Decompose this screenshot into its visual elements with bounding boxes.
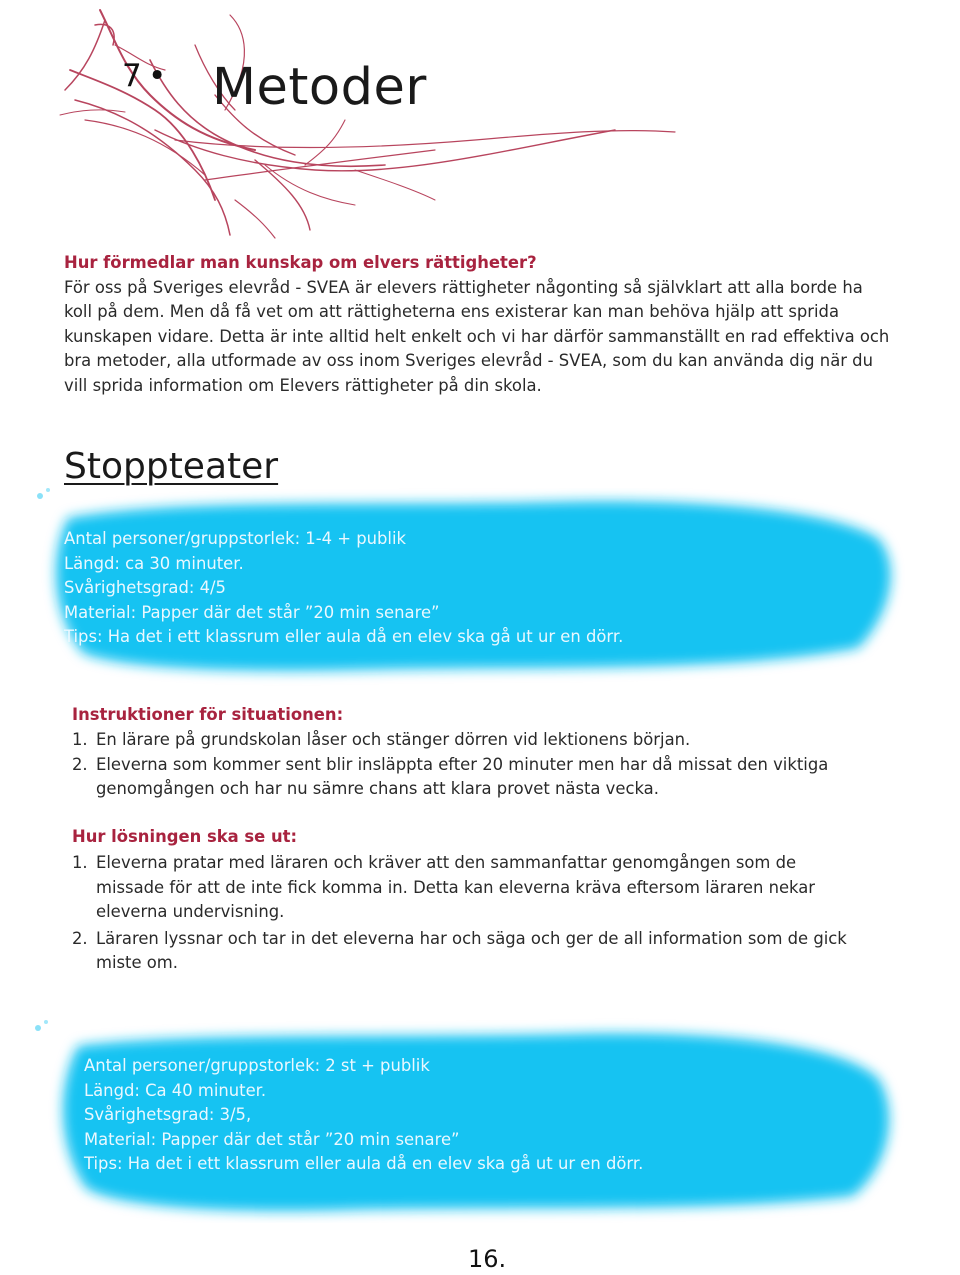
solution-list: [72, 851, 862, 976]
list-item: [72, 753, 852, 802]
info-box-2-line: Tips: Ha det i ett klassrum eller aula då en elev ska gå ut ur en dörr.: [84, 1154, 644, 1174]
info-box-2-line: Längd: Ca 40 minuter.: [84, 1080, 267, 1100]
list-item-number: 2.: [72, 754, 88, 774]
page-number: 16.: [468, 1245, 507, 1273]
list-item-text: En lärare på grundskolan låser och stänger dörren vid lektionens början.: [96, 730, 691, 749]
info-box-1: [64, 527, 623, 650]
list-item-text: Eleverna som kommer sent blir insläppta efter 20 minuter men har då missat den viktiga genomgången och har nu sämre chans att klara provet nästa vecka.: [96, 754, 829, 799]
chapter-title: Metoder: [212, 58, 427, 117]
instructions-heading: Instruktioner för situationen:: [72, 705, 344, 724]
info-box-2-line: Svårighetsgrad: 3/5,: [84, 1105, 252, 1125]
section-title: Stoppteater: [64, 446, 279, 487]
intro-question: Hur förmedlar man kunskap om elvers rättigheter?: [64, 253, 537, 272]
info-box-1-line: Tips: Ha det i ett klassrum eller aula då en elev ska gå ut ur en dörr.: [64, 627, 624, 647]
info-box-2-line: Material: Papper där det står ”20 min senare”: [84, 1129, 460, 1149]
solution-heading: Hur lösningen ska se ut:: [72, 827, 298, 846]
list-item: [72, 851, 862, 925]
info-box-1-line: Antal personer/gruppstorlek: 1-4 + publik: [64, 529, 407, 548]
info-box-1-line: Svårighetsgrad: 4/5: [64, 578, 226, 598]
info-box-2: [84, 1054, 643, 1177]
info-box-2-line: Antal personer/gruppstorlek: 2 st + publik: [84, 1056, 430, 1075]
decorative-ornament-image: [55, 0, 685, 240]
chapter-number-dot: •: [148, 58, 167, 94]
intro-paragraph: [64, 251, 894, 399]
list-item-number: 1.: [72, 853, 88, 872]
list-item-number: 2.: [72, 928, 88, 948]
info-box-1-line: Material: Papper där det står ”20 min senare”: [64, 602, 440, 622]
list-item: [72, 728, 852, 753]
instructions-list: [72, 728, 852, 802]
list-item-text: Eleverna pratar med läraren och kräver att den sammanfattar genomgången som de missade för att de inte fick komma in. Detta kan eleverna kräva eftersom läraren nekar eleverna undervisning.: [96, 853, 816, 922]
chapter-number: 7: [122, 58, 142, 94]
list-item-text: Läraren lyssnar och tar in det eleverna har och säga och ger de all information som de gick miste om.: [96, 928, 847, 973]
list-item-number: 1.: [72, 730, 88, 749]
info-box-1-line: Längd: ca 30 minuter.: [64, 553, 244, 573]
list-item: [72, 927, 862, 976]
intro-text: För oss på Sveriges elevråd - SVEA är elevers rättigheter någonting så självklart att alla borde ha koll på dem. Men då få vet om att rättigheterna ens existerar kan man behöva hjälp att sprida kunskapen vidare. Detta är inte alltid helt enkelt och vi har därför sammanställt en rad effektiva och bra metoder, alla utformade av oss inom Sveriges elevråd - SVEA, som du kan använda dig när du vill sprida information om Elevers rättigheter på din skola.: [64, 277, 890, 395]
